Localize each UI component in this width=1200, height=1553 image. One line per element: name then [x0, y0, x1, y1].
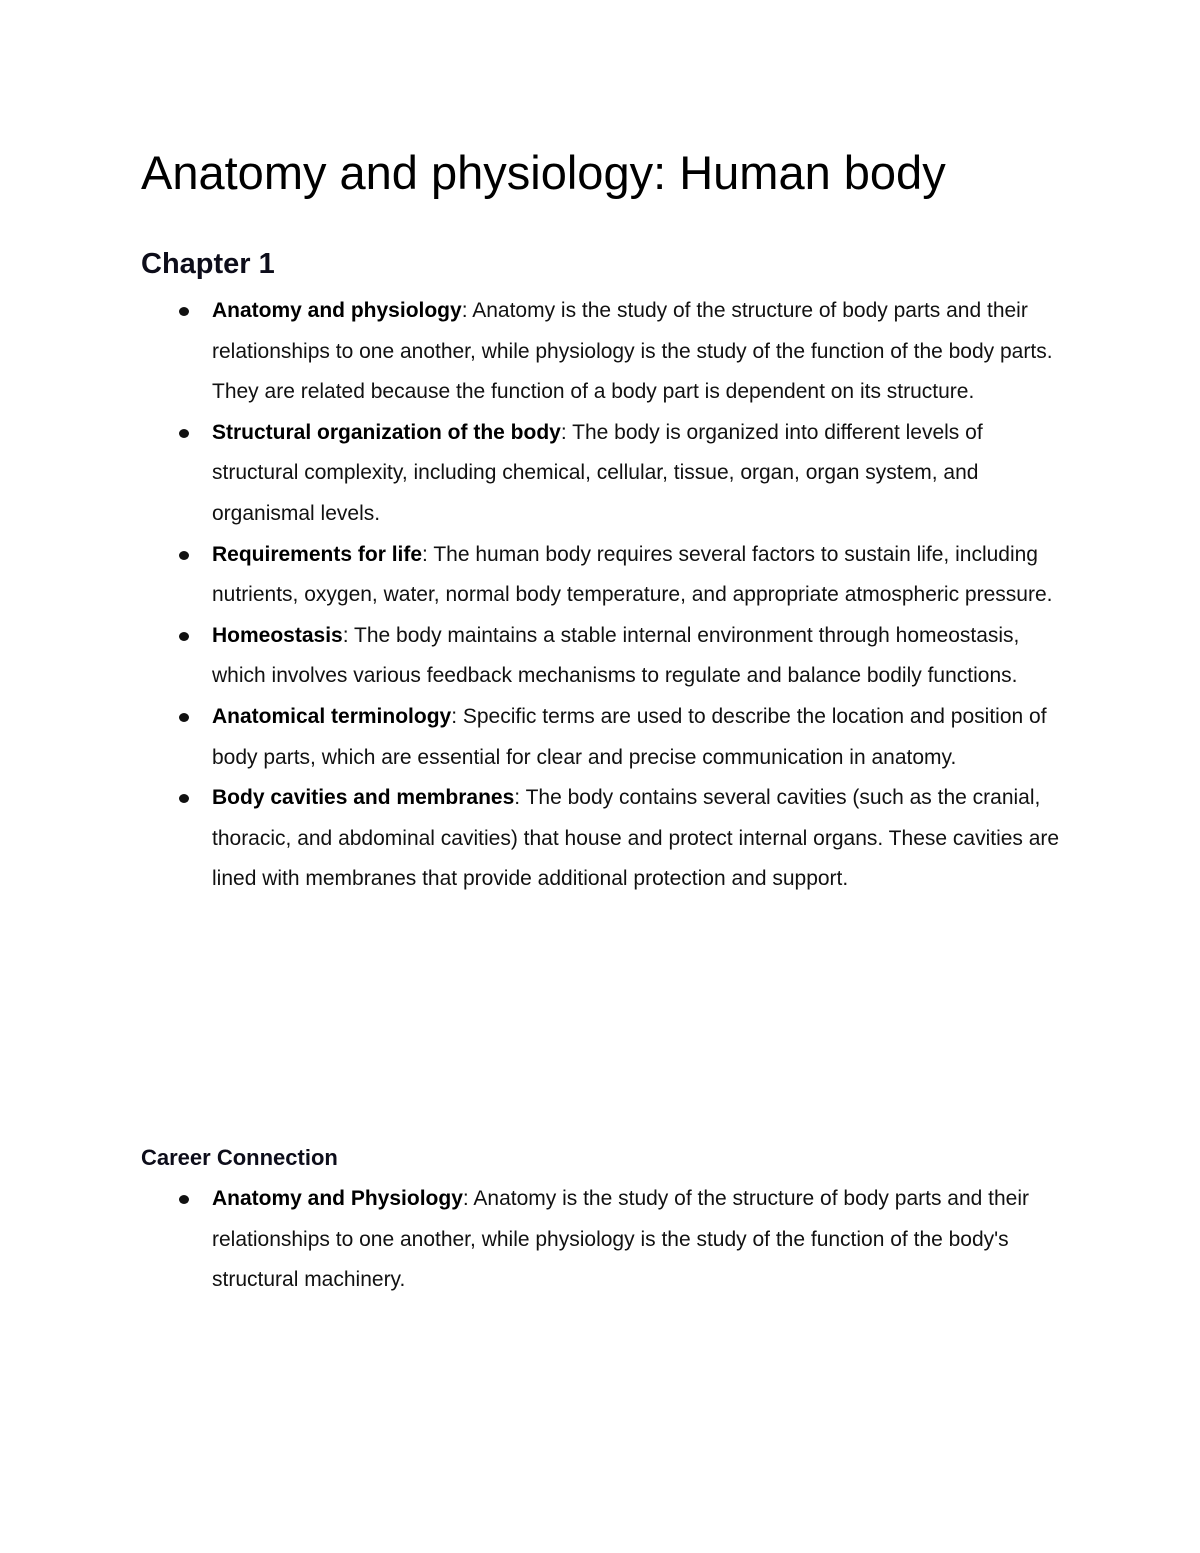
- list-item-text: : Anatomy is the study of the structure of body parts and their relationships to one another, while physiology is the study of the function of the body parts. They are related because the function of a body part is dependent on its structure.: [212, 299, 1053, 404]
- list-item-term: Requirements for life: [212, 542, 423, 566]
- chapter-heading: Chapter 1: [141, 248, 275, 280]
- list-item-text: : The human body requires several factors to sustain life, including nutrients, oxygen, water, normal body temperature, and appropriate atmospheric pressure.: [212, 542, 1053, 607]
- list-item-text: : Anatomy is the study of the structure of body parts and their relationships to one another, while physiology is the study of the function of the body's structural machinery.: [212, 1187, 1030, 1292]
- bullet-icon: [179, 307, 189, 316]
- list-item-term: Body cavities and membranes: [212, 786, 515, 810]
- document-title: Anatomy and physiology: Human body: [141, 146, 946, 199]
- list-item: [141, 413, 1071, 535]
- list-item: [141, 616, 1071, 697]
- bullet-icon: [179, 713, 189, 722]
- list-item-term: Structural organization of the body: [212, 420, 561, 444]
- list-item: [141, 697, 1071, 778]
- bullet-icon: [179, 632, 189, 641]
- list-item-term: Anatomy and Physiology: [212, 1187, 463, 1210]
- chapter-bullet-list: [141, 291, 1071, 900]
- list-item-text: : The body is organized into different levels of structural complexity, including chemical, cellular, tissue, organ, organ system, and organismal levels.: [212, 420, 983, 525]
- list-item: [141, 291, 1071, 413]
- bullet-icon: [179, 551, 189, 560]
- list-item-text: : The body contains several cavities (such as the cranial, thoracic, and abdominal cavities) that house and protect internal organs. These cavities are lined with membranes that provide additional protection and support.: [212, 786, 1060, 891]
- list-item-text: : The body maintains a stable internal environment through homeostasis, which involves various feedback mechanisms to regulate and balance bodily functions.: [212, 623, 1020, 688]
- career-bullet-list: [141, 1179, 1071, 1301]
- bullet-icon: [179, 429, 189, 438]
- list-item-term: Homeostasis: [212, 623, 343, 647]
- list-item-term: Anatomy and physiology: [212, 299, 462, 322]
- list-item: [141, 535, 1071, 616]
- list-item-term: Anatomical terminology: [212, 704, 452, 728]
- list-item: [141, 1179, 1071, 1301]
- list-item: [141, 778, 1071, 900]
- career-connection-heading: Career Connection: [141, 1145, 338, 1170]
- list-item-text: : Specific terms are used to describe the location and position of body parts, which are essential for clear and precise communication in anatomy.: [212, 704, 1047, 769]
- bullet-icon: [179, 794, 189, 803]
- bullet-icon: [179, 1195, 189, 1204]
